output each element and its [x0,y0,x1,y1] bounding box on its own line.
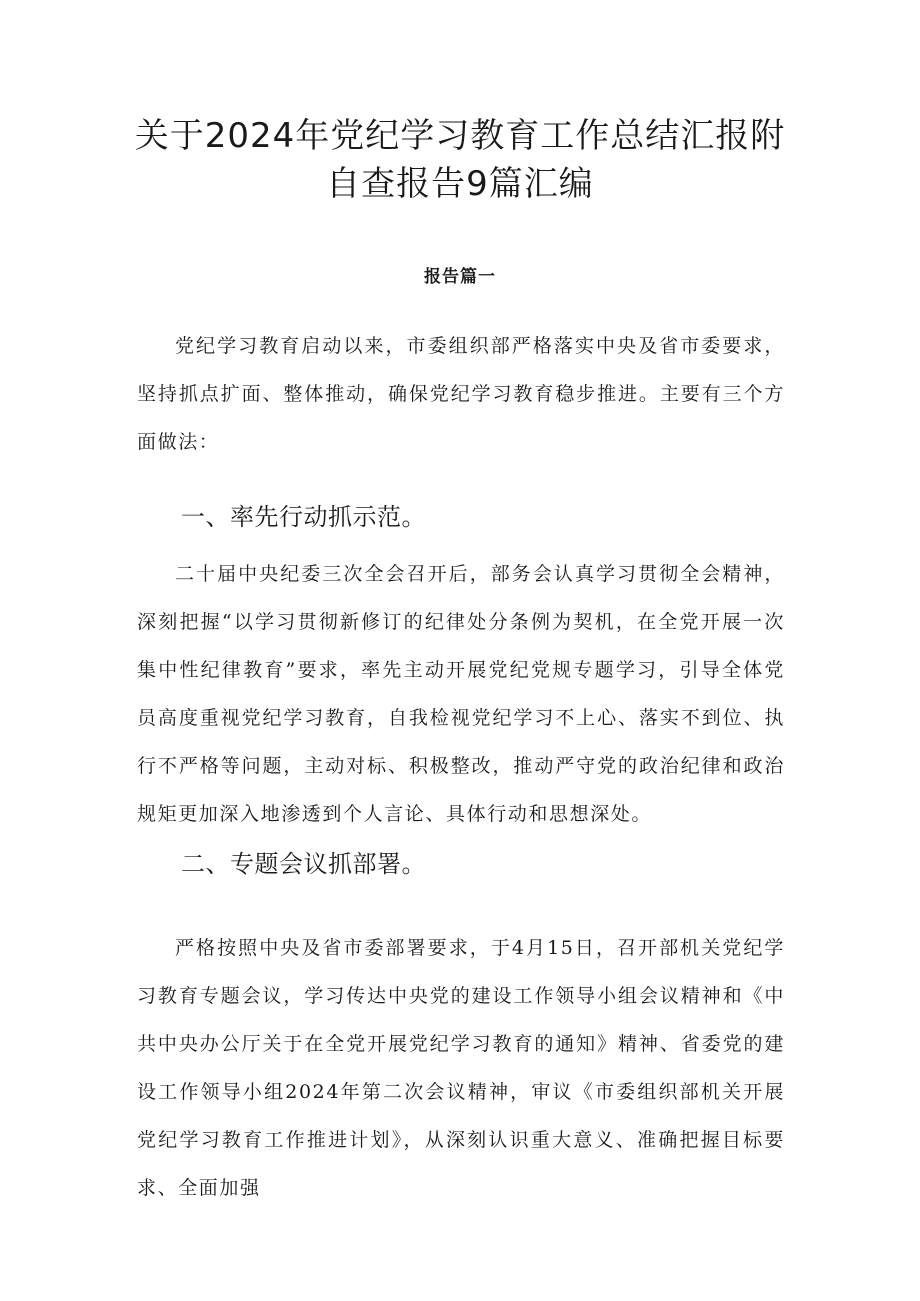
document-title-line-1: 关于2024年党纪学习教育工作总结汇报附 [134,116,786,156]
heading-2: 二、专题会议抓部署。 [181,850,426,878]
intro-paragraph: 党纪学习教育启动以来，市委组织部严格落实中央及省市委要求，坚持抓点扩面、整体推动，确保党纪学习教育稳步推进。主要有三个方面做法： [137,335,785,453]
paragraph-1: 二十届中央纪委三次全会召开后，部务会认真学习贯彻全会精神，深刻把握“以学习贯彻新修订的纪律处分条例为契机，在全党开展一次集中性纪律教育”要求，率先主动开展党纪党规专题学习，引导全体党员高度重视党纪学习教育，自我检视党纪学习不上心、落实不到位、执行不严格等问题，主动对标、积极整改，推动严守党的政治纪律和政治规矩更加深入地渗透到个人言论、具体行动和思想深处。 [137,563,785,825]
paragraph-2: 严格按照中央及省市委部署要求，于4月15日，召开部机关党纪学习教育专题会议，学习传达中央党的建设工作领导小组会议精神和《中共中央办公厅关于在全党开展党纪学习教育的通知》精神、省委党的建设工作领导小组2024年第二次会议精神，审议《市委组织部机关开展党纪学习教育工作推进计划》，从深刻认识重大意义、准确把握目标要求、全面加强 [137,937,785,1199]
document-title [0,112,920,208]
heading-1: 一、率先行动抓示范。 [181,503,426,531]
section-title: 报告篇一 [424,267,496,287]
document-title-line-2: 自查报告9篇汇编 [326,164,594,204]
